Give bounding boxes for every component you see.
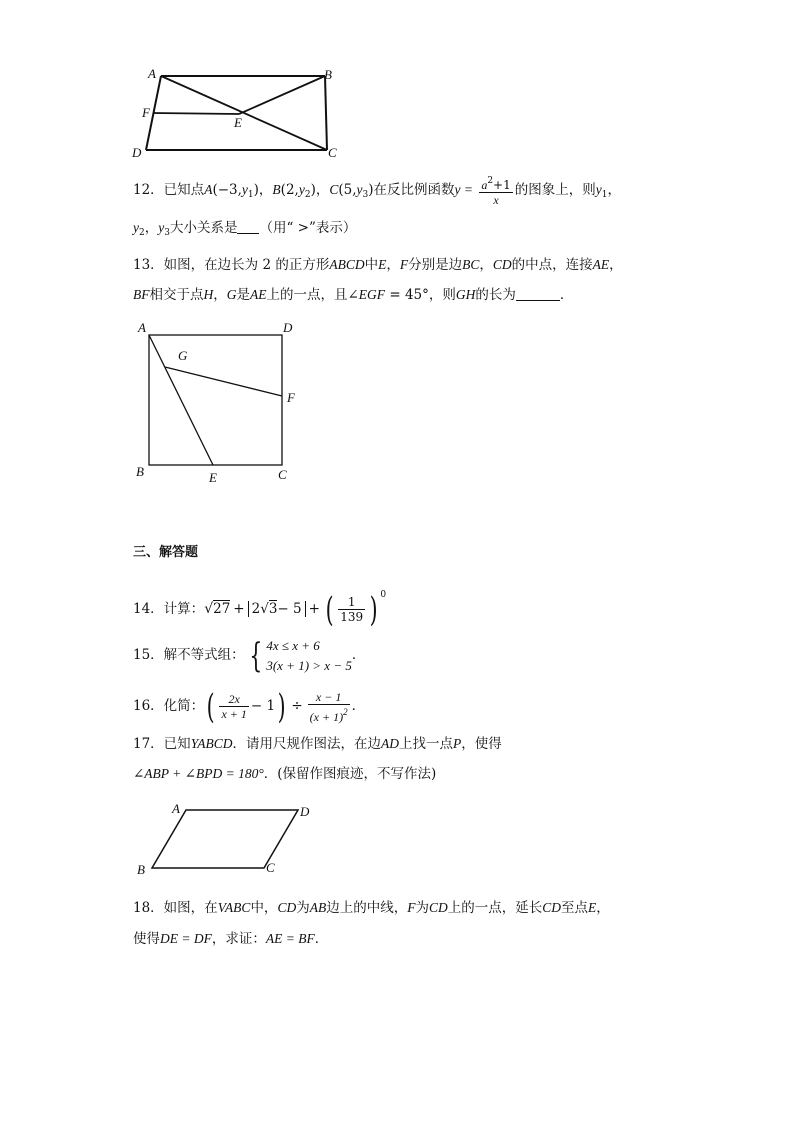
fraction-a2-over-x: $\frac{a^2+1}{x}$ xyxy=(481,176,511,207)
question-13-line-2: BF相交于点H，G是AE上的一点，且∠EGF = 45°，则GH的长为 ． xyxy=(133,287,574,303)
fig11-label-f: F xyxy=(142,105,150,120)
question-17-line-1: 17．已知YABCD．请用尺规作图法，在边AD上找一点P，使得 xyxy=(133,736,502,752)
fig17-label-d: D xyxy=(300,804,310,819)
fraction-2x-over-x-plus-1: $\frac{2x}{x + 1}$ xyxy=(221,692,247,721)
question-12-line-1: 12．已知点$A(-3,y_1)$，$B(2,y_2)$，$C(5,y_3)$在反比例函数y = $\frac{a^2+1}{x}$ 的图象上，则$y_1$， xyxy=(133,176,621,207)
figure-q11 xyxy=(130,66,350,158)
fig17-label-b: B xyxy=(137,862,145,877)
fig13-label-b: B xyxy=(136,464,144,479)
figure-q13 xyxy=(140,326,300,476)
fig17-label-c: C xyxy=(266,860,275,875)
fraction-x-minus-1-over-x-plus-1-squared: $\frac{x - 1}{(x + 1)^2}$ xyxy=(309,689,348,724)
question-18-line-2: 使得DE = DF，求证：AE = BF． xyxy=(133,931,329,947)
section-heading-3: 三、解答题 xyxy=(133,545,199,560)
fig13-label-c: C xyxy=(278,467,287,482)
figure-q17 xyxy=(140,800,320,880)
fig11-label-a: A xyxy=(148,66,156,81)
fig11-label-c: C xyxy=(328,145,337,160)
fig13-label-d: D xyxy=(283,320,293,335)
answer-blank-13[interactable] xyxy=(516,300,560,301)
question-12-line-2: $y_2$，$y_3$大小关系是 （用“ >”表示） xyxy=(133,220,357,238)
question-17-line-2: ∠ABP + ∠BPD = 180°．(保留作图痕迹，不写作法) xyxy=(133,766,437,782)
fig13-label-e: E xyxy=(209,470,217,485)
fig13-label-a: A xyxy=(138,320,146,335)
fig11-label-e: E xyxy=(234,115,242,130)
sqrt-symbol: √ xyxy=(204,601,214,617)
question-14: 14．计算：√27 + 2√3− 5 + ( $\frac{1}{139}$ ) $^0$ xyxy=(133,589,387,630)
fig13-label-g: G xyxy=(178,348,188,363)
question-16: 16．化简：( $\frac{2x}{x + 1}$ − 1) ÷ $\frac{x - 1}{(x + 1)^2}$ ． xyxy=(133,686,366,727)
fig11-label-b: B xyxy=(324,67,332,82)
fig17-label-a: A xyxy=(172,801,180,816)
fraction-1-over-139: $\frac{1}{139}$ xyxy=(340,595,364,624)
question-18-line-1: 18．如图，在VABC中，CD为AB边上的中线，F为CD上的一点，延长CD至点E， xyxy=(133,900,610,916)
fig11-label-d: D xyxy=(132,145,142,160)
question-15: 15．解不等式组： { 4x ≤ x + 6 3(x + 1) > x − 5 ． xyxy=(133,635,366,676)
answer-blank-12[interactable] xyxy=(237,233,259,234)
question-13-line-1: 13．如图，在边长为 2 的正方形ABCD中E，F分别是边BC，CD的中点，连接AE， xyxy=(133,257,623,273)
fig13-label-f: F xyxy=(287,390,295,405)
